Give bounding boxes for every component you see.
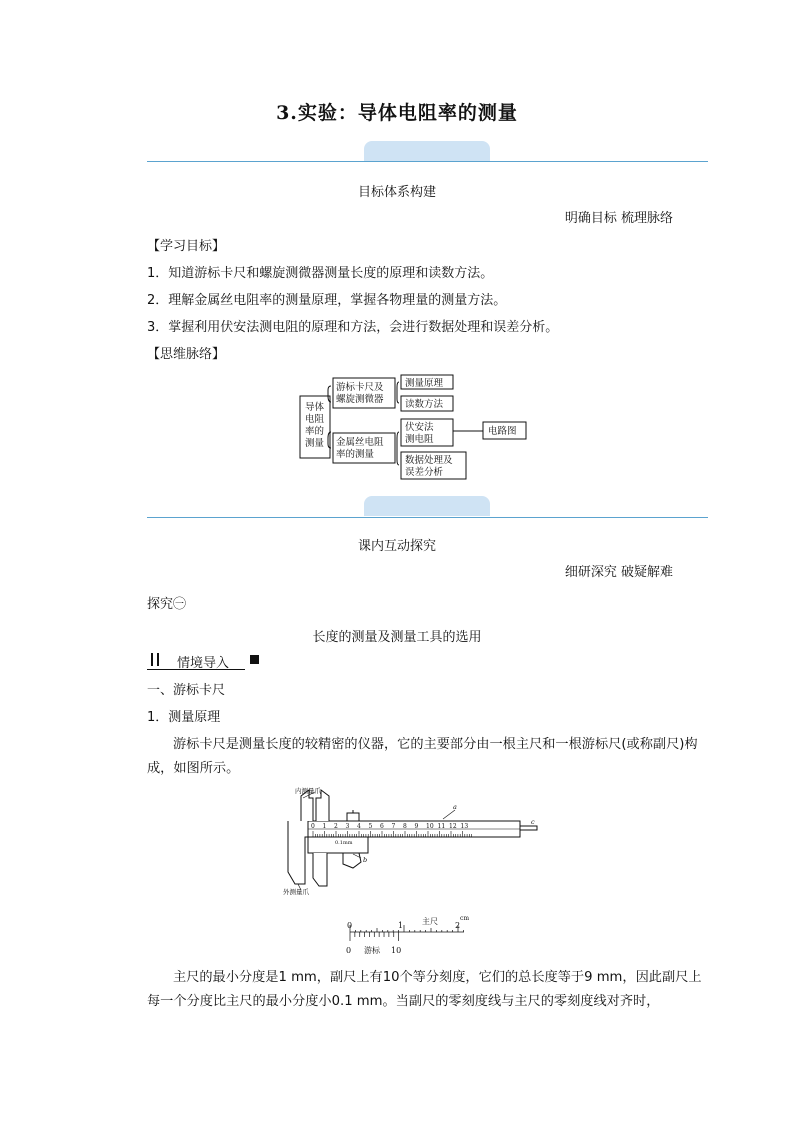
vernier-mark: 0.1mm (335, 840, 353, 846)
subheading: 一、游标卡尺 (147, 683, 226, 698)
mind-root-text: 电阻 (305, 414, 325, 425)
scale-number: 8 (403, 823, 407, 830)
goals-label: 【学习目标】 (147, 239, 226, 254)
scale-figure (340, 912, 470, 956)
scale-number: 6 (380, 823, 384, 830)
mind-branch-text: 金属丝电阻 (336, 437, 384, 448)
scale-number: 3 (345, 823, 350, 830)
square-mark (250, 655, 259, 664)
mind-branch-text: 率的测量 (336, 449, 375, 460)
scenario-label: 情境导入 (177, 656, 230, 671)
section-heading: 目标体系构建 (357, 185, 436, 200)
inner-jaw-label: 内测量爪 (295, 787, 321, 795)
label-c: c (531, 818, 535, 826)
scale-number: 10 (426, 823, 434, 830)
section-divider (147, 517, 708, 518)
main-tick-label: 0 (347, 921, 353, 930)
paragraph: 主尺的最小分度是1 mm，副尺上有10个等分刻度，它们的总长度等于9 mm，因此副尺上每一个分度比主尺的最小分度小0.1 mm。当副尺的零刻度线与主尺的零刻度线对齐时， (147, 970, 702, 1009)
mind-branch-text: 螺旋测微器 (336, 394, 384, 405)
subheading: 1．测量原理 (147, 710, 221, 725)
label-a: a (453, 803, 457, 811)
mind-label: 【思维脉络】 (147, 347, 226, 362)
scale-number: 4 (357, 823, 361, 830)
goal-item: 3．掌握利用伏安法测电阻的原理和方法，会进行数据处理和误差分析。 (147, 320, 559, 335)
vernier-caliper-figure (283, 786, 543, 896)
mind-root-text: 率的 (305, 426, 325, 437)
scale-number: 2 (334, 823, 338, 830)
vernier-label: 游标 (364, 946, 380, 955)
main-tick-label: 1 (398, 921, 404, 930)
outer-jaw-label: 外测量爪 (283, 888, 309, 896)
page-title: 3.实验：导体电阻率的测量 (276, 102, 518, 124)
main-scale-label: 主尺 (422, 917, 438, 926)
vernier-tick-label: 0 (346, 946, 352, 955)
explore-label: 探究㊀ (147, 597, 187, 612)
scenario-header (147, 652, 245, 669)
vernier-tick-label: 10 (391, 946, 402, 955)
mind-leaf-text: 读数方法 (405, 399, 444, 410)
mind-leaf-text: 误差分析 (405, 467, 444, 478)
section-subtitle: 细研深究 破疑解难 (564, 565, 673, 580)
mind-leaf-text: 数据处理及 (405, 455, 453, 466)
mind-leaf-text: 测量原理 (405, 378, 444, 389)
mind-root-text: 测量 (305, 438, 325, 449)
scale-number: 1 (322, 823, 327, 830)
main-tick-label: 2 (455, 921, 461, 930)
unit-label: cm (460, 915, 470, 922)
section-heading: 课内互动探究 (357, 539, 436, 554)
goal-item: 2．理解金属丝电阻率的测量原理，掌握各物理量的测量方法。 (147, 293, 507, 308)
scale-number: 13 (460, 823, 469, 830)
bar-mark (151, 653, 153, 666)
section-subtitle: 明确目标 梳理脉络 (564, 211, 673, 226)
underline (147, 669, 245, 670)
label-b: b (363, 856, 368, 864)
mind-leaf-text: 电路图 (488, 426, 517, 437)
mind-leaf-text: 伏安法 (405, 422, 434, 433)
scale-number: 0 (311, 823, 315, 830)
scale-number: 11 (437, 823, 446, 830)
scale-number: 12 (449, 823, 457, 830)
section-tab (364, 141, 490, 161)
mind-root-text: 导体 (305, 402, 325, 413)
section-tab (364, 496, 490, 516)
section-divider (147, 161, 708, 162)
bar-mark (157, 653, 159, 666)
scale-number: 5 (368, 823, 373, 830)
paragraph: 游标卡尺是测量长度的较精密的仪器，它的主要部分由一根主尺和一根游标尺(或称副尺)构成，如图所示。 (147, 737, 698, 776)
scale-number: 7 (391, 823, 396, 830)
topic-heading: 长度的测量及测量工具的选用 (312, 630, 482, 645)
mind-leaf-text: 测电阻 (405, 434, 434, 445)
scale-number: 9 (414, 823, 419, 830)
goal-item: 1．知道游标卡尺和螺旋测微器测量长度的原理和读数方法。 (147, 266, 494, 281)
mind-map-diagram (295, 372, 535, 484)
mind-branch-text: 游标卡尺及 (336, 382, 384, 393)
